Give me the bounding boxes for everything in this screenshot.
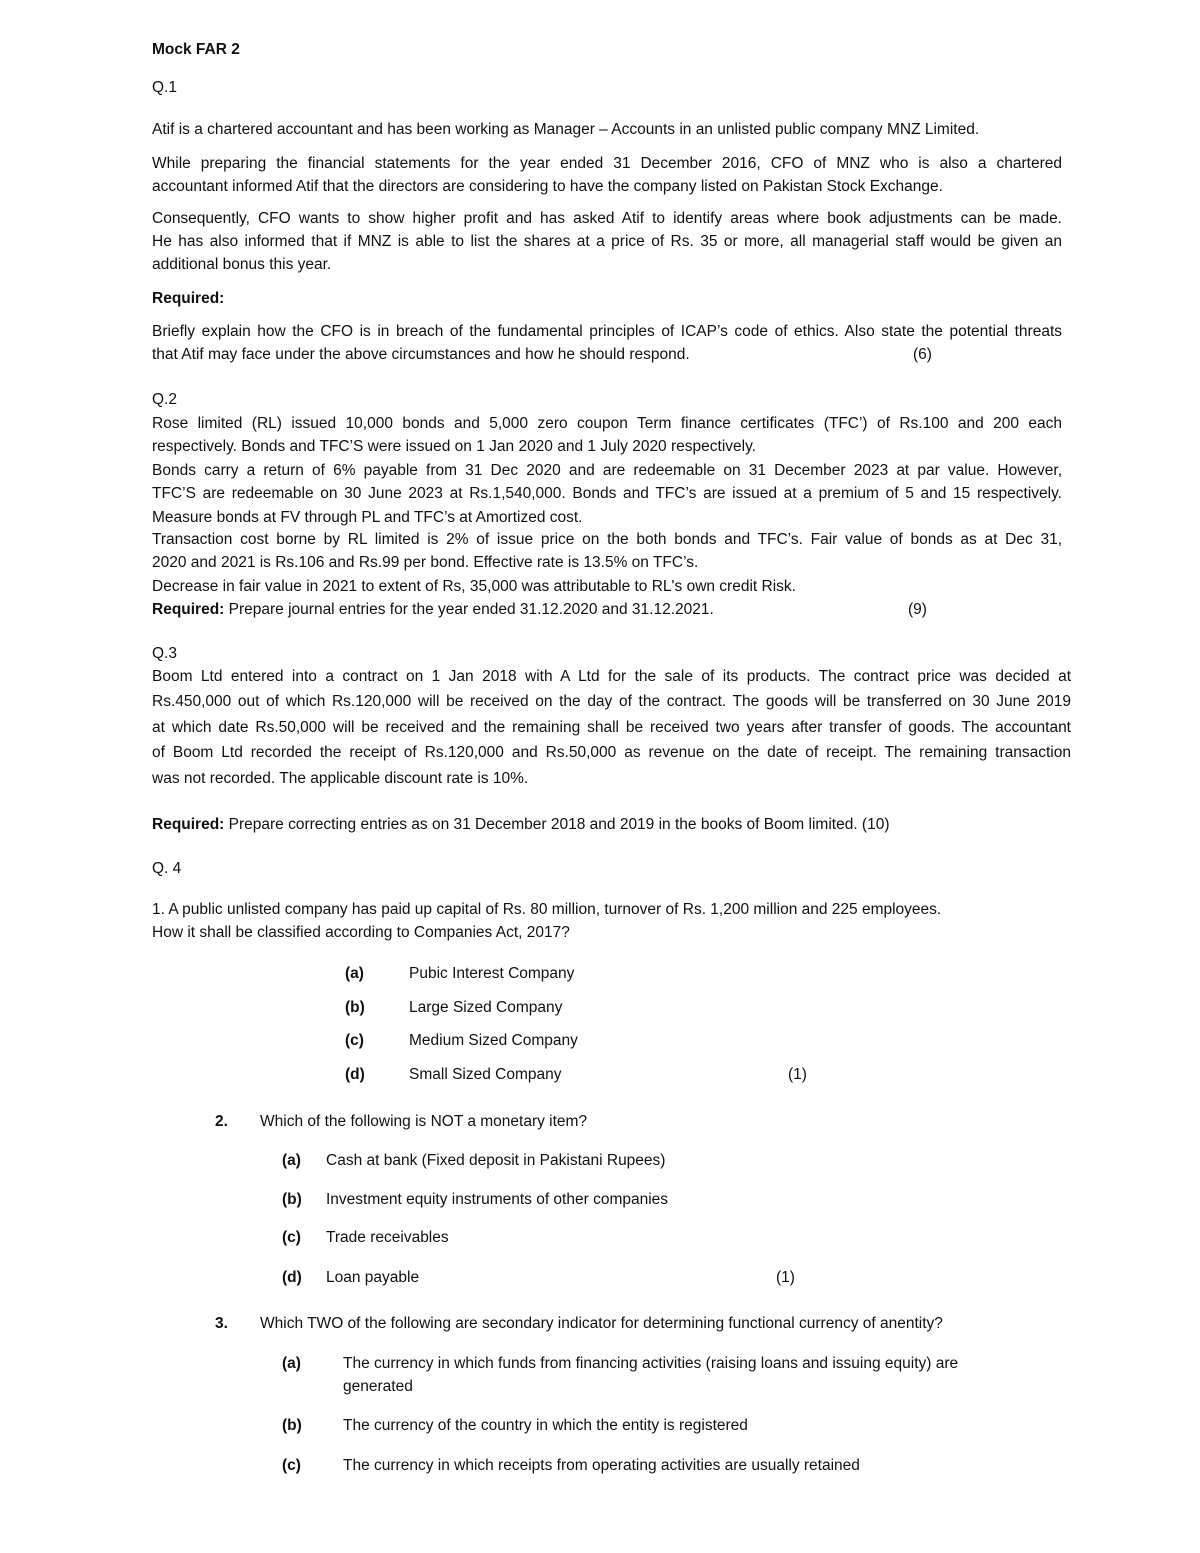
q1-marks: (6) — [913, 346, 932, 363]
q4-sub3-option-text: The currency of the country in which the entity is registered — [343, 1417, 748, 1434]
q4-sub1-option-key: (b) — [345, 999, 365, 1016]
q1-required-line-2: that Atif may face under the above circumstances and how he should respond. — [152, 346, 690, 363]
q2-required-line — [152, 600, 714, 620]
q1-paragraph-2-line-1: While preparing the financial statements for the year ended 31 December 2016, CFO of MNZ who is also a chartered — [152, 155, 1062, 172]
q2-line-4: TFC’S are redeemable on 30 June 2023 at Rs.1,540,000. Bonds and TFC’s are issued at a premium of 5 and 15 respectively. — [152, 485, 1062, 502]
q4-sub2-option-text: Loan payable — [326, 1269, 420, 1286]
q3-line-2: Rs.450,000 out of which Rs.120,000 will be received on the day of the contract. The goods will be transferred on 30 June 2019 — [152, 693, 1071, 710]
q4-sub2-option-text: Trade receivables — [326, 1229, 449, 1246]
q2-label: Q.2 — [152, 391, 177, 408]
q3-required-text: Prepare correcting entries as on 31 December 2018 and 2019 in the books of Boom limited. (10) — [224, 816, 890, 833]
q4-sub3-option-text-continued: generated — [343, 1378, 413, 1395]
q4-sub1-option-key: (c) — [345, 1032, 364, 1049]
q2-marks: (9) — [908, 601, 927, 618]
q1-paragraph-3-line-1: Consequently, CFO wants to show higher profit and has asked Atif to identify areas where book adjustments can be made. — [152, 210, 1062, 227]
q4-sub3-question: Which TWO of the following are secondary indicator for determining functional currency of anentity? — [260, 1315, 943, 1332]
q2-line-2: respectively. Bonds and TFC’S were issued on 1 Jan 2020 and 1 July 2020 respectively. — [152, 438, 756, 455]
q2-line-1: Rose limited (RL) issued 10,000 bonds and 5,000 zero coupon Term finance certificates (TFC’) of Rs.100 and 200 each — [152, 415, 1062, 432]
q4-sub3-option-key: (a) — [282, 1355, 301, 1372]
q3-line-1: Boom Ltd entered into a contract on 1 Jan 2018 with A Ltd for the sale of its products. The contract price was decided at — [152, 668, 1071, 685]
q4-sub1-marks: (1) — [788, 1066, 807, 1083]
q1-paragraph-3-line-2: He has also informed that if MNZ is able to list the shares at a price of Rs. 35 or more, all managerial staff would be given an — [152, 233, 1062, 250]
q4-sub1-line-2: How it shall be classified according to Companies Act, 2017? — [152, 924, 570, 941]
q4-sub1-option-text: Small Sized Company — [409, 1066, 562, 1083]
q2-required-heading: Required: — [152, 601, 225, 618]
q2-line-5: Measure bonds at FV through PL and TFC’s at Amortized cost. — [152, 509, 583, 526]
q4-sub1-option-text: Medium Sized Company — [409, 1032, 578, 1049]
q4-sub3-option-text: The currency in which receipts from operating activities are usually retained — [343, 1457, 860, 1474]
q1-label: Q.1 — [152, 79, 177, 96]
q4-sub3-option-text: The currency in which funds from financing activities (raising loans and issuing equity) are — [343, 1355, 959, 1372]
q2-line-7: 2020 and 2021 is Rs.106 and Rs.99 per bond. Effective rate is 13.5% on TFC’s. — [152, 554, 699, 571]
q4-sub2-option-text: Investment equity instruments of other companies — [326, 1191, 669, 1208]
q4-sub1-option-key: (a) — [345, 965, 364, 982]
q4-sub2-option-key: (c) — [282, 1229, 301, 1246]
q4-sub2-number: 2. — [215, 1113, 228, 1130]
q4-sub3-option-key: (b) — [282, 1417, 302, 1434]
q4-sub3-option-key: (c) — [282, 1457, 301, 1474]
q2-line-6: Transaction cost borne by RL limited is 2% of issue price on the both bonds and TFC’s. Fair value of bonds as at Dec 31, — [152, 531, 1062, 548]
q2-line-8: Decrease in fair value in 2021 to extent of Rs, 35,000 was attributable to RL's own credit Risk. — [152, 578, 796, 595]
q4-sub2-question: Which of the following is NOT a monetary item? — [260, 1113, 588, 1130]
q3-required-line — [152, 815, 890, 835]
q3-label: Q.3 — [152, 645, 177, 662]
q2-required-text: Prepare journal entries for the year ended 31.12.2020 and 31.12.2021. — [224, 601, 714, 618]
q4-sub2-marks: (1) — [776, 1269, 795, 1286]
q4-sub1-line-1: 1. A public unlisted company has paid up capital of Rs. 80 million, turnover of Rs. 1,200 million and 225 employees. — [152, 901, 942, 918]
q4-sub3-number: 3. — [215, 1315, 228, 1332]
q4-label: Q. 4 — [152, 860, 182, 877]
q4-sub2-option-key: (a) — [282, 1152, 301, 1169]
document-title: Mock FAR 2 — [152, 41, 240, 58]
q3-required-heading: Required: — [152, 816, 225, 833]
q4-sub2-option-key: (b) — [282, 1191, 302, 1208]
q2-line-3: Bonds carry a return of 6% payable from 31 Dec 2020 and are redeemable on 31 December 2023 at par value. However, — [152, 462, 1062, 479]
q3-line-5: was not recorded. The applicable discount rate is 10%. — [152, 770, 529, 787]
q4-sub1-option-text: Pubic Interest Company — [409, 965, 575, 982]
q3-line-3: at which date Rs.50,000 will be received and the remaining shall be received two years after transfer of goods. The accountant — [152, 719, 1071, 736]
q4-sub2-option-key: (d) — [282, 1269, 302, 1286]
q1-required-heading: Required: — [152, 290, 225, 307]
q1-required-line-1: Briefly explain how the CFO is in breach of the fundamental principles of ICAP’s code of ethics. Also state the potential threats — [152, 323, 1062, 340]
q4-sub1-option-text: Large Sized Company — [409, 999, 563, 1016]
q3-line-4: of Boom Ltd recorded the receipt of Rs.120,000 and Rs.50,000 as revenue on the date of receipt. The remaining transaction — [152, 744, 1071, 761]
q1-paragraph-3-line-3: additional bonus this year. — [152, 256, 332, 273]
q4-sub1-option-key: (d) — [345, 1066, 365, 1083]
q4-sub2-option-text: Cash at bank (Fixed deposit in Pakistani Rupees) — [326, 1152, 666, 1169]
q1-paragraph-2-line-2: accountant informed Atif that the directors are considering to have the company listed on Pakistan Stock Exchange. — [152, 178, 943, 195]
q1-paragraph-1: Atif is a chartered accountant and has been working as Manager – Accounts in an unlisted public company MNZ Limited. — [152, 121, 980, 138]
